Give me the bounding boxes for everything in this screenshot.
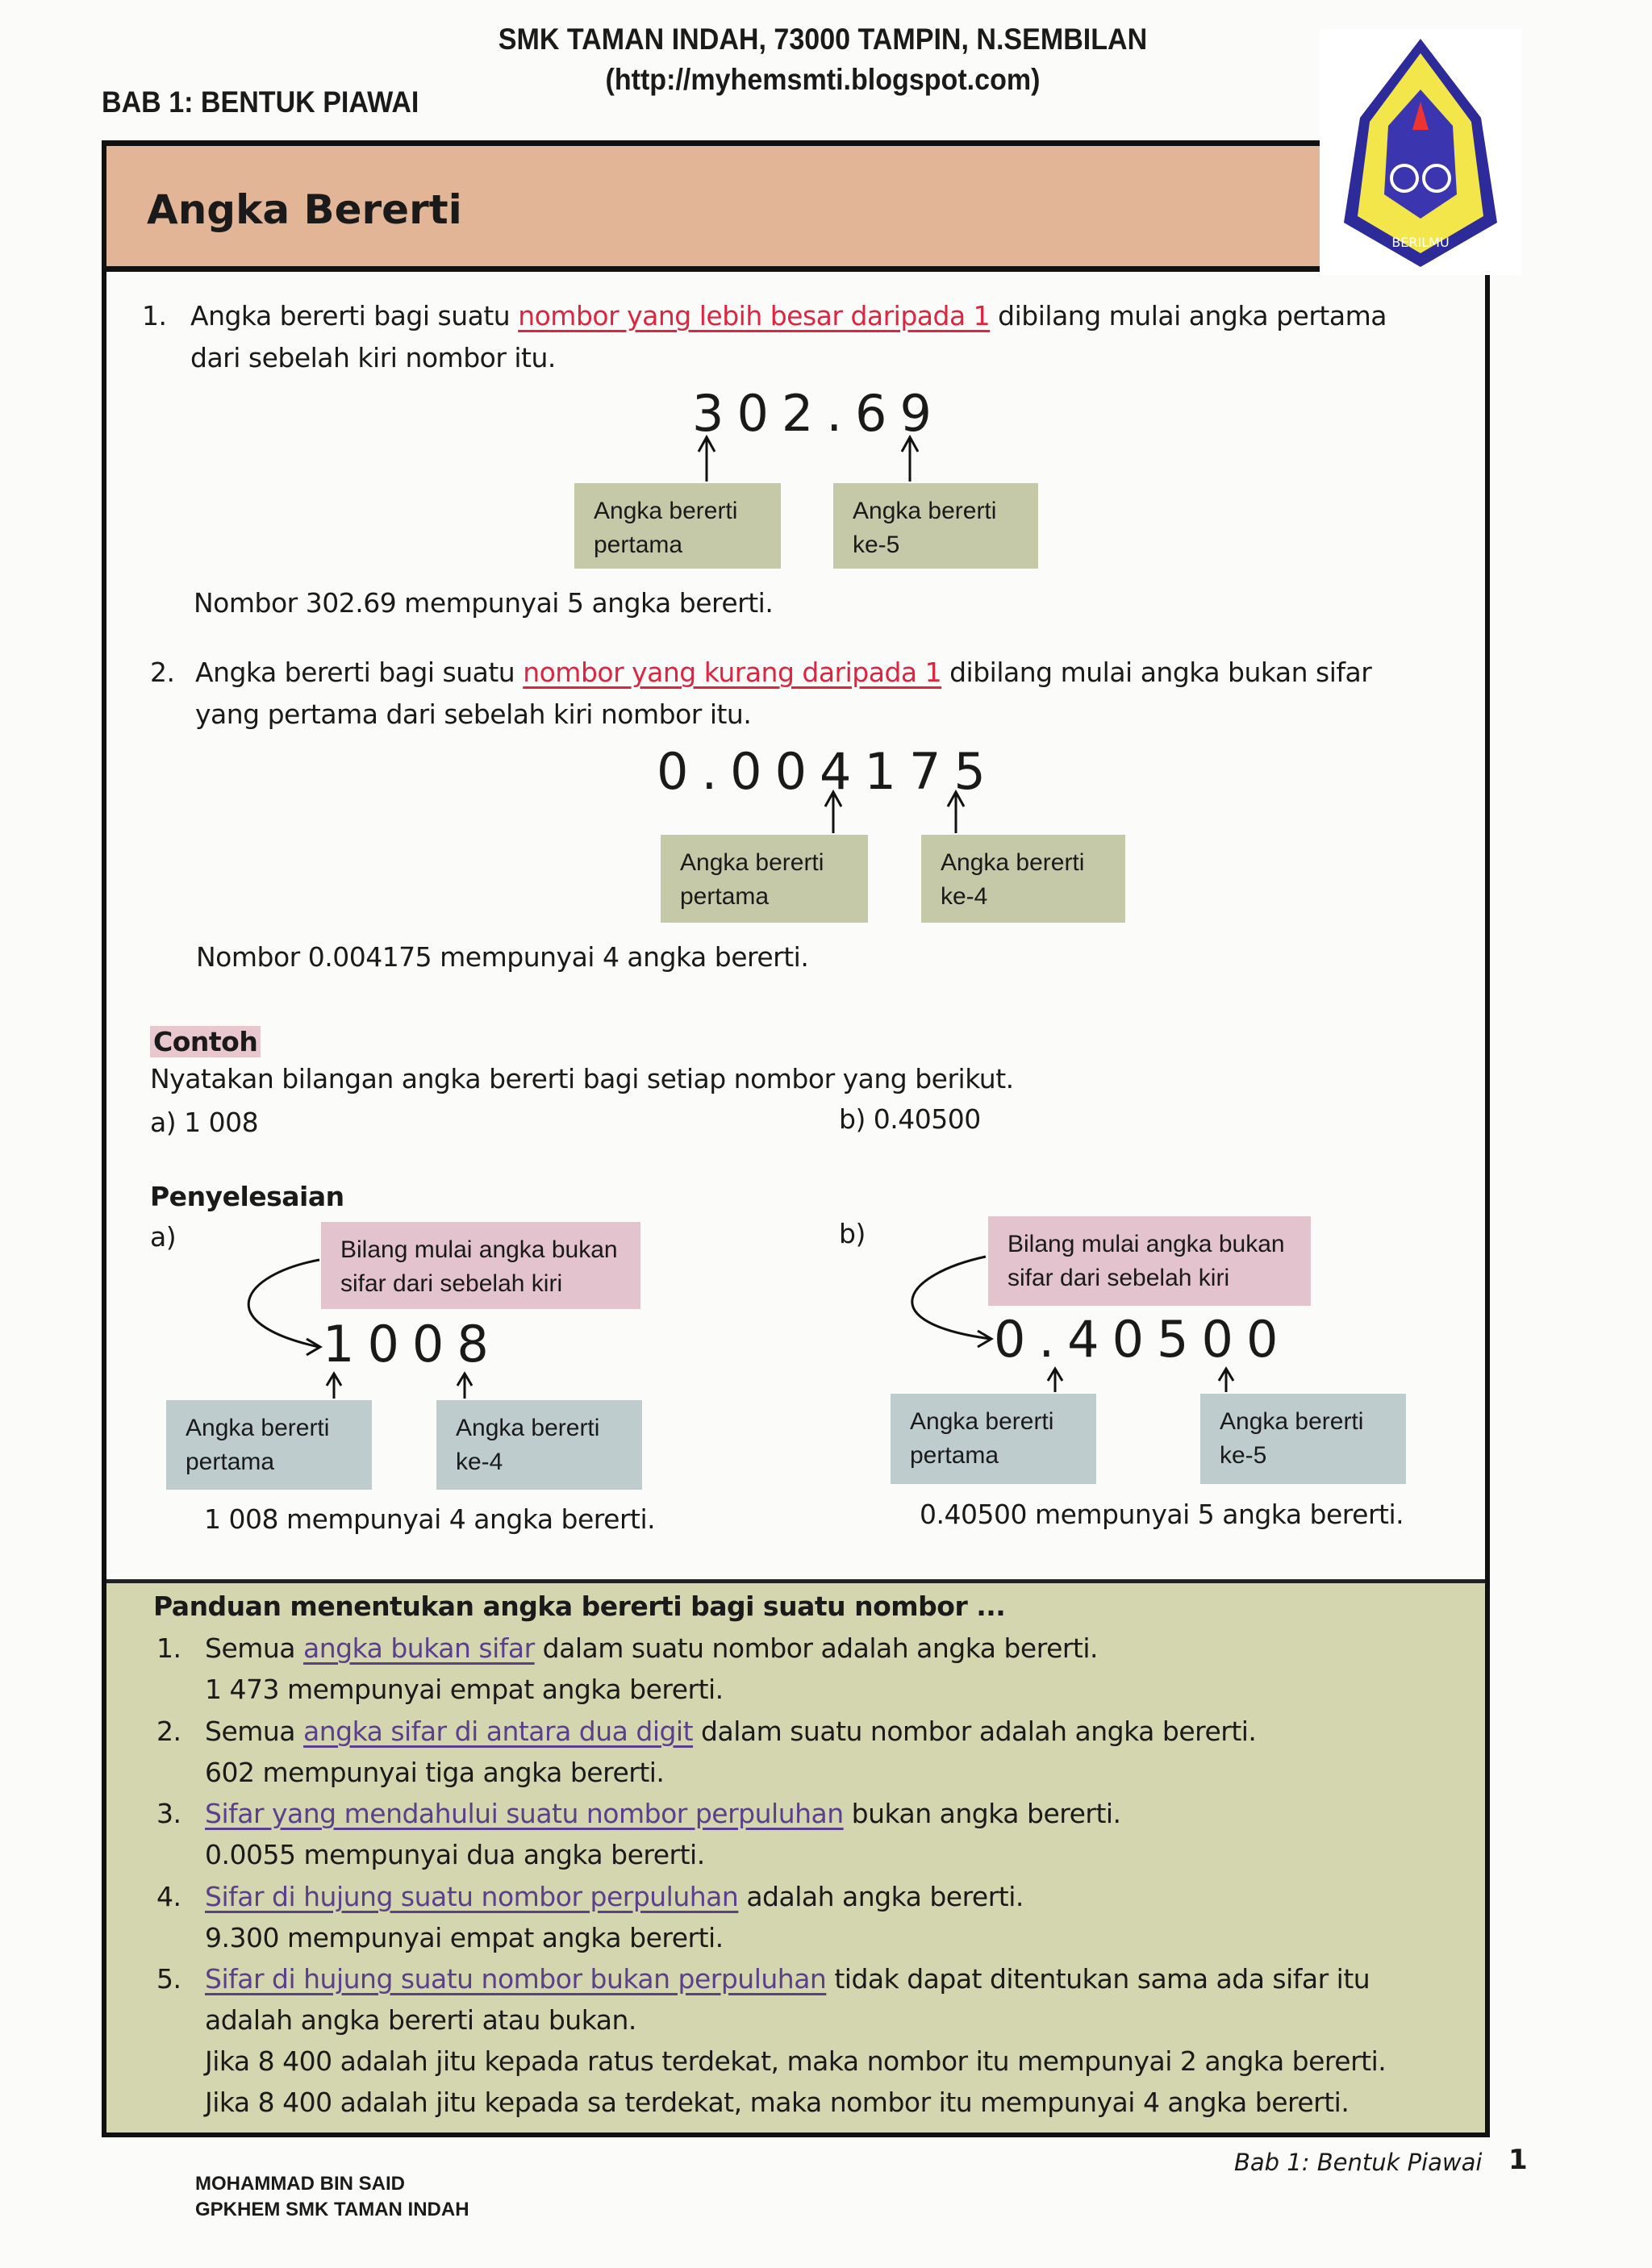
solution-b-label: b) — [839, 1218, 866, 1249]
page-title: Angka Bererti — [147, 186, 462, 233]
item2-line1 — [195, 657, 1371, 688]
item2-pre: Angka bererti bagi suatu — [195, 657, 524, 688]
example-a: a) 1 008 — [150, 1107, 259, 1138]
solution-b-box-fifth: Angka bererti ke-5 — [1200, 1394, 1406, 1484]
rule-pre: Semua — [205, 1716, 304, 1747]
example-heading: Contoh — [150, 1026, 261, 1057]
item2-line2: yang pertama dari sebelah kiri nombor itu. — [195, 698, 752, 730]
item2-result: Nombor 0.004175 mempunyai 4 angka bererti. — [196, 941, 809, 973]
rule-example: 9.300 mempunyai empat angka bererti. — [205, 1922, 724, 1953]
solution-a-label: a) — [150, 1221, 177, 1253]
item1-box-fifth: Angka bererti ke-5 — [833, 483, 1038, 569]
item1-number: 1. — [142, 300, 167, 331]
item2-box-fourth: Angka bererti ke-4 — [921, 835, 1125, 923]
rule-text — [205, 1881, 1024, 1912]
rule-number: 4. — [156, 1881, 181, 1912]
footer-author: MOHAMMAD BIN SAID — [195, 2173, 405, 2195]
rule-number: 5. — [156, 1963, 181, 1995]
solution-b-result: 0.40500 mempunyai 5 angka bererti. — [920, 1499, 1404, 1530]
school-crest-icon — [1320, 29, 1521, 275]
solution-a-box-first: Angka bererti pertama — [166, 1400, 372, 1490]
rule-example: 0.0055 mempunyai dua angka bererti. — [205, 1839, 705, 1870]
rule-u: Sifar yang mendahului suatu nombor perpuluhan — [205, 1798, 844, 1829]
school-name: SMK TAMAN INDAH, 73000 TAMPIN, N.SEMBILAN — [498, 23, 1148, 56]
item1-result: Nombor 302.69 mempunyai 5 angka bererti. — [194, 587, 774, 619]
item1-post: dibilang mulai angka pertama — [990, 300, 1387, 331]
rule-text — [205, 1798, 1121, 1829]
item1-line2: dari sebelah kiri nombor itu. — [190, 342, 556, 373]
school-url[interactable]: (http://myhemsmti.blogspot.com) — [605, 63, 1041, 96]
solution-a-box-fourth: Angka bererti ke-4 — [436, 1400, 642, 1490]
solution-b-note: Bilang mulai angka bukan sifar dari sebelah kiri — [988, 1216, 1311, 1306]
rule-example: Jika 8 400 adalah jitu kepada sa terdekat, maka nombor itu mempunyai 4 angka bererti. — [205, 2087, 1350, 2118]
rule-u: angka bukan sifar — [303, 1632, 535, 1664]
title-band — [102, 140, 1320, 272]
chapter-heading: BAB 1: BENTUK PIAWAI — [102, 85, 419, 119]
solution-a-number: 1008 — [323, 1315, 502, 1374]
example-b: b) 0.40500 — [839, 1103, 981, 1135]
rule-text — [205, 1963, 1370, 1995]
guide-heading: Panduan menentukan angka bererti bagi suatu nombor ... — [153, 1591, 1006, 1622]
rule-number: 2. — [156, 1716, 181, 1747]
item1-number-display: 302.69 — [692, 384, 945, 443]
item2-box-first: Angka bererti pertama — [661, 835, 868, 923]
item1-highlight: nombor yang lebih besar daripada 1 — [518, 300, 991, 331]
rule-example: Jika 8 400 adalah jitu kepada ratus terdekat, maka nombor itu mempunyai 2 angka bererti. — [205, 2045, 1387, 2077]
rule-text — [205, 1716, 1256, 1747]
item1-pre: Angka bererti bagi suatu — [190, 300, 519, 331]
rule-u: angka sifar di antara dua digit — [303, 1716, 694, 1747]
rule-example: 602 mempunyai tiga angka bererti. — [205, 1757, 665, 1788]
solution-b-box-first: Angka bererti pertama — [891, 1394, 1096, 1484]
rule-post: dalam suatu nombor adalah angka bererti. — [534, 1632, 1099, 1664]
curved-arrow-icon — [0, 0, 1, 1]
rule-post: adalah angka bererti. — [738, 1881, 1024, 1912]
item2-number-display: 0.004175 — [657, 742, 999, 801]
item1-box-first: Angka bererti pertama — [574, 483, 781, 569]
footer-role: GPKHEM SMK TAMAN INDAH — [195, 2199, 469, 2220]
page-number: 1 — [1508, 2144, 1528, 2176]
rule-post: bukan angka bererti. — [843, 1798, 1121, 1829]
solution-a-note: Bilang mulai angka bukan sifar dari sebelah kiri — [321, 1222, 640, 1309]
item2-number: 2. — [150, 657, 175, 688]
rule-example: adalah angka bererti atau bukan. — [205, 2004, 636, 2036]
school-logo — [1320, 29, 1521, 275]
rule-pre: Semua — [205, 1632, 304, 1664]
rule-post: dalam suatu nombor adalah angka bererti. — [693, 1716, 1257, 1747]
rule-number: 1. — [156, 1632, 181, 1664]
solution-a-result: 1 008 mempunyai 4 angka bererti. — [204, 1503, 656, 1535]
solution-heading: Penyelesaian — [150, 1181, 344, 1212]
rule-u: Sifar di hujung suatu nombor perpuluhan — [205, 1881, 739, 1912]
item2-post: dibilang mulai angka bukan sifar — [941, 657, 1372, 688]
item1-line1 — [190, 300, 1387, 331]
rule-example: 1 473 mempunyai empat angka bererti. — [205, 1674, 724, 1705]
logo-motto: BERILMU — [1391, 235, 1450, 250]
rule-u: Sifar di hujung suatu nombor bukan perpuluhan — [205, 1963, 827, 1995]
rule-post: tidak dapat ditentukan sama ada sifar itu — [826, 1963, 1370, 1995]
rule-number: 3. — [156, 1798, 181, 1829]
item2-highlight: nombor yang kurang daripada 1 — [523, 657, 942, 688]
footer-chapter: Bab 1: Bentuk Piawai — [1234, 2149, 1483, 2176]
example-question: Nyatakan bilangan angka bererti bagi setiap nombor yang berikut. — [150, 1063, 1014, 1094]
solution-b-number: 0.40500 — [994, 1310, 1291, 1369]
rule-text — [205, 1632, 1098, 1664]
